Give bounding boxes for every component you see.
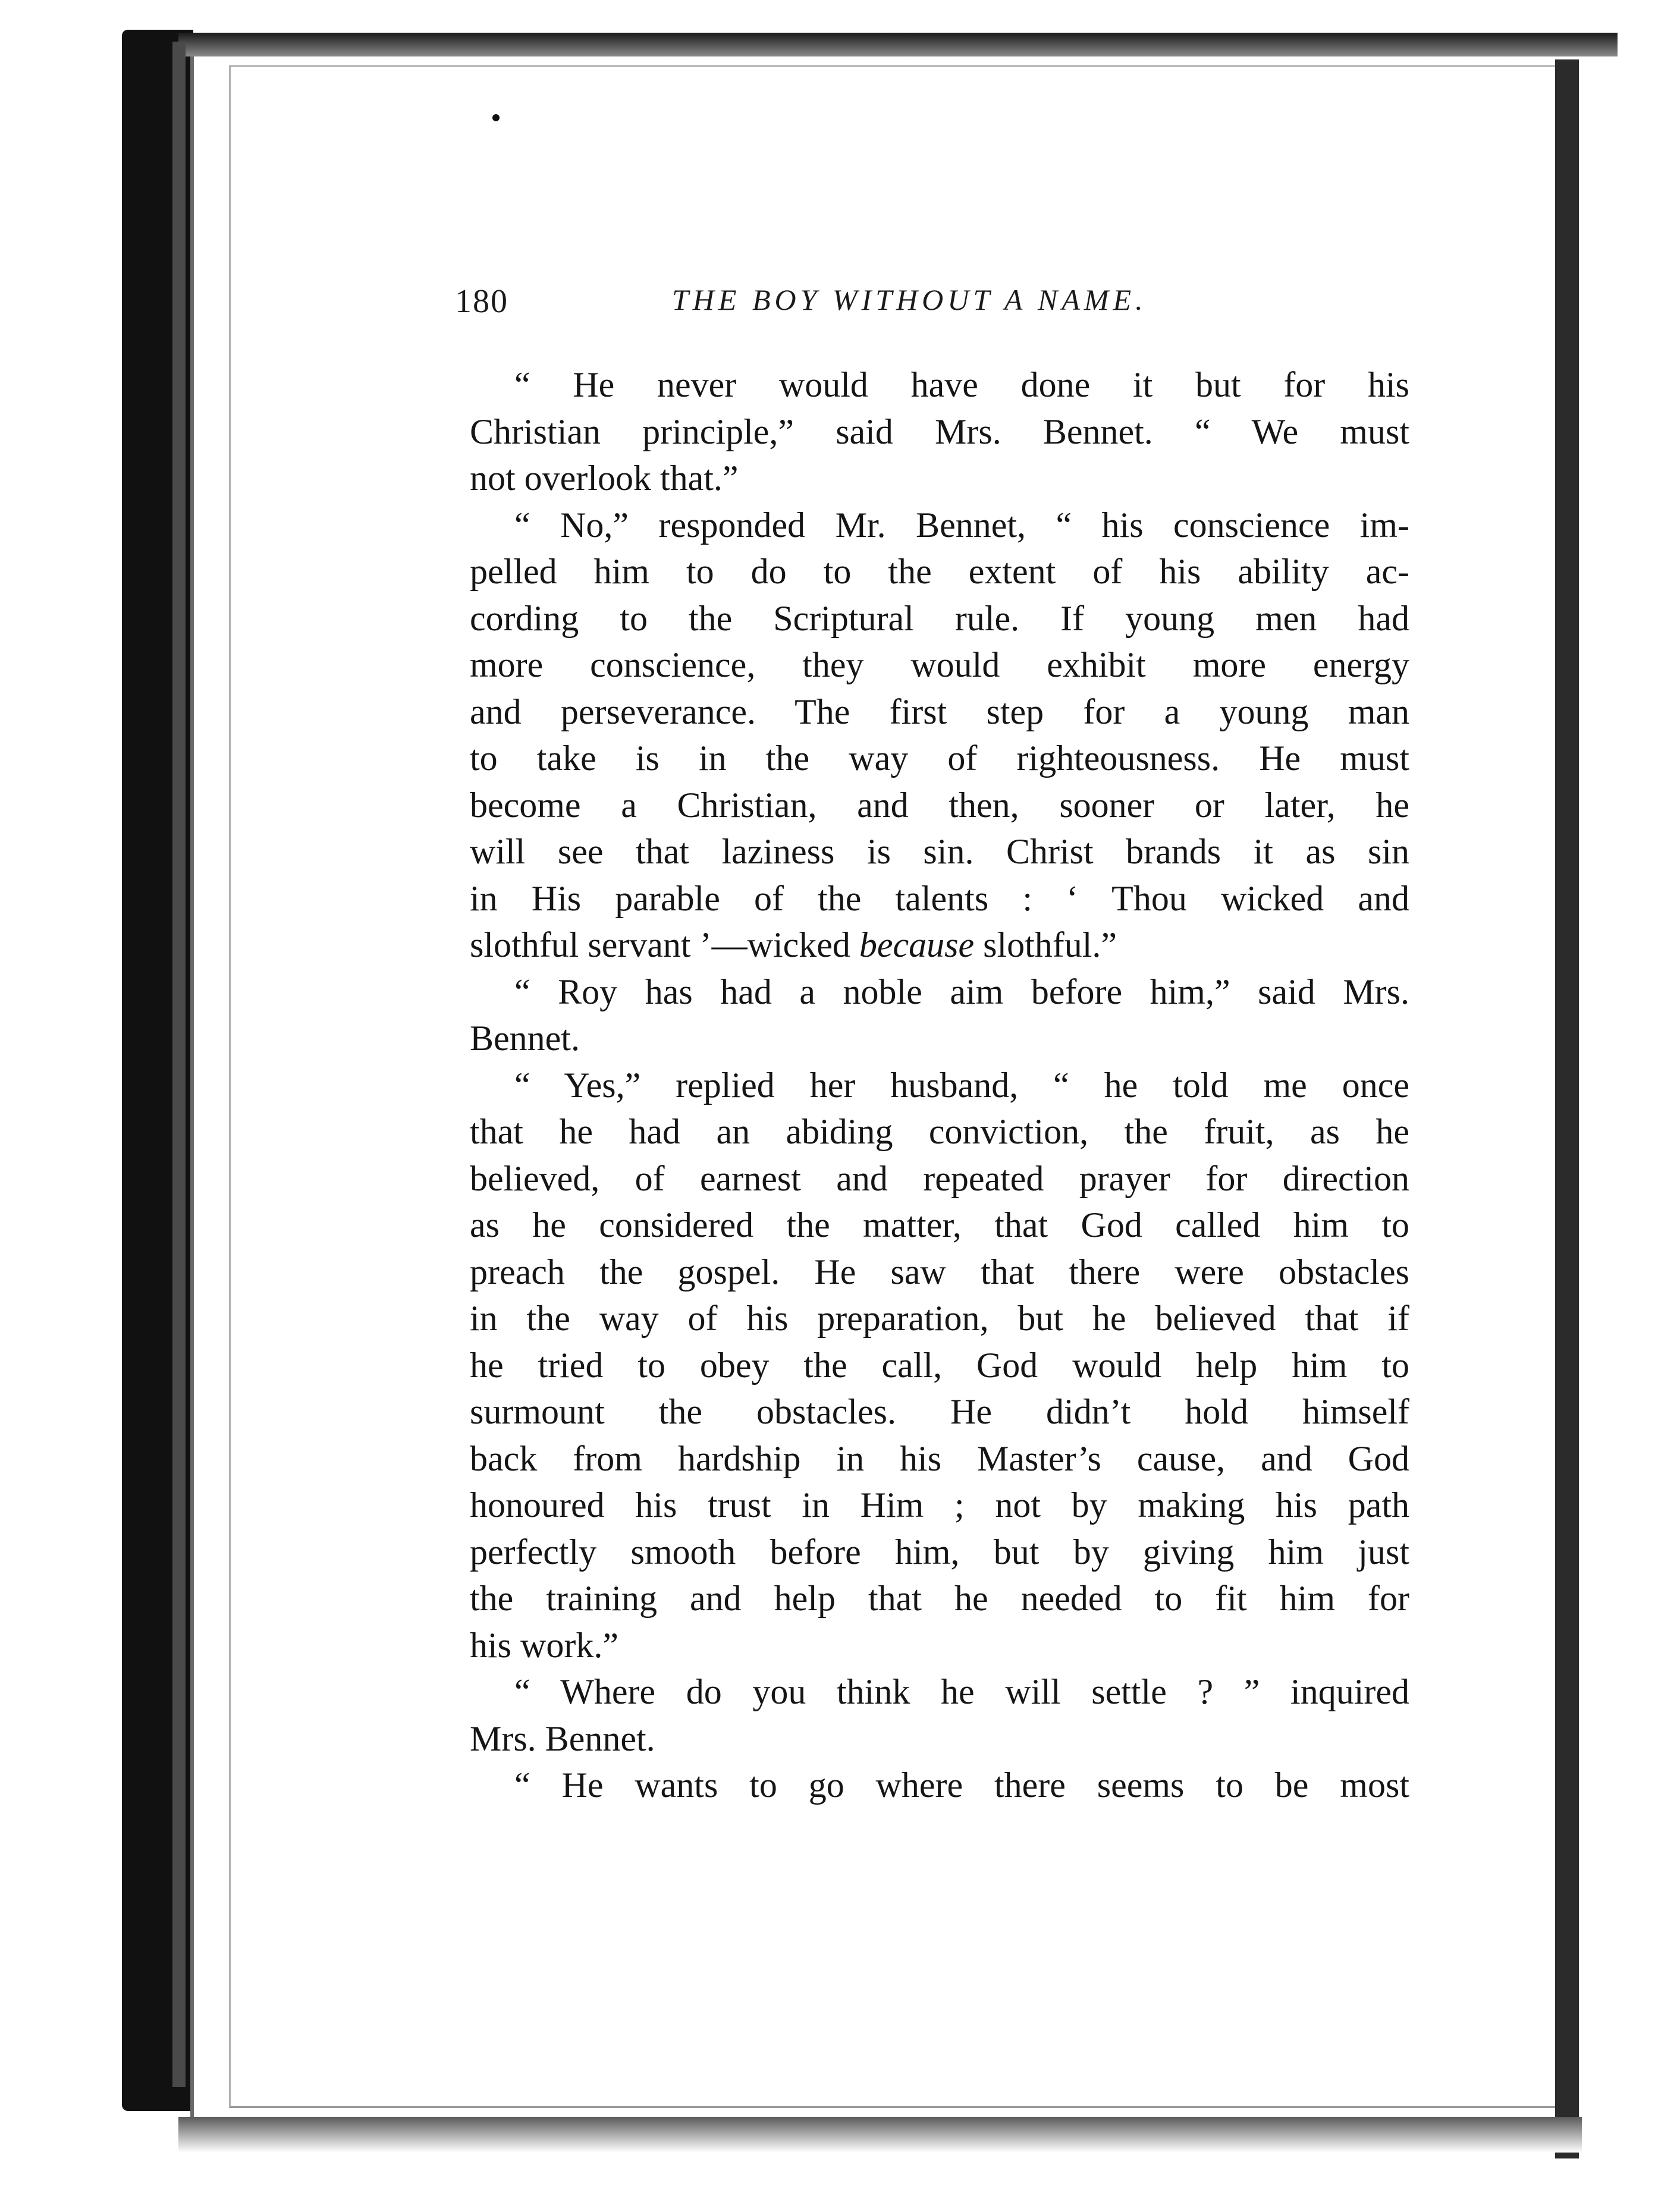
text-line: Christian principle,” said Mrs. Bennet. “ We must [470,411,1409,451]
page-number: 180 [455,283,508,320]
italic-word: because [859,925,975,964]
text-line: pelled him to do to the extent of his ability ac- [470,552,1409,591]
text-line: as he considered the matter, that God called him to [470,1205,1409,1245]
text-line: that he had an abiding conviction, the fruit, as he [470,1112,1409,1151]
text-line: he tried to obey the call, God would help him to [470,1345,1409,1385]
text-line: believed, of earnest and repeated prayer for direction [470,1158,1409,1198]
text-line: in His parable of the talents : ‘ Thou wicked and [470,878,1409,918]
running-title: THE BOY WITHOUT A NAME. [672,283,1147,316]
text-line: back from hardship in his Master’s cause, and God [470,1438,1409,1478]
page-header [455,282,1228,330]
text-line: perfectly smooth before him, but by giving him just [470,1532,1409,1572]
text-line: “ Yes,” replied her husband, “ he told me once [514,1065,1409,1105]
text-line: surmount the obstacles. He didn’t hold himself [470,1392,1409,1431]
page-bottom-edge [178,2117,1582,2153]
text-line-with-italic [470,922,1409,969]
text-line: cording to the Scriptural rule. If young men had [470,598,1409,638]
text-line: not overlook that.” [470,458,739,498]
text-segment: slothful servant ’—wicked [470,925,850,964]
text-line: to take is in the way of righteousness. He must [470,739,1409,778]
text-line: “ No,” responded Mr. Bennet, “ his conscience im- [514,505,1409,545]
book-spine-shadow [172,42,186,2087]
text-line: Bennet. [470,1019,580,1058]
text-line: Mrs. Bennet. [470,1718,655,1758]
text-line: more conscience, they would exhibit more energy [470,645,1409,684]
ink-speck [492,114,500,121]
text-line: and perseverance. The first step for a young man [470,692,1409,731]
text-line: become a Christian, and then, sooner or later, he [470,785,1409,825]
text-line: his work.” [470,1625,618,1665]
text-line: the training and help that he needed to fit him for [470,1579,1409,1618]
text-line: “ He wants to go where there seems to be most [514,1765,1409,1805]
text-line: honoured his trust in Him ; not by making his path [470,1485,1409,1525]
text-line: preach the gospel. He saw that there were obstacles [470,1252,1409,1292]
text-line: will see that laziness is sin. Christ brands it as sin [470,832,1409,871]
text-line: “ He never would have done it but for his [514,365,1409,404]
text-line: in the way of his preparation, but he believed that if [470,1299,1409,1338]
gutter-shadow [1555,59,1579,2158]
body-text [470,362,1409,1809]
text-segment: slothful.” [983,925,1117,964]
facing-page-edge [1579,59,1677,2158]
text-line: “ Where do you think he will settle ? ” inquired [514,1672,1409,1711]
text-line: “ Roy has had a noble aim before him,” said Mrs. [514,972,1409,1011]
page-top-edge [178,33,1618,56]
